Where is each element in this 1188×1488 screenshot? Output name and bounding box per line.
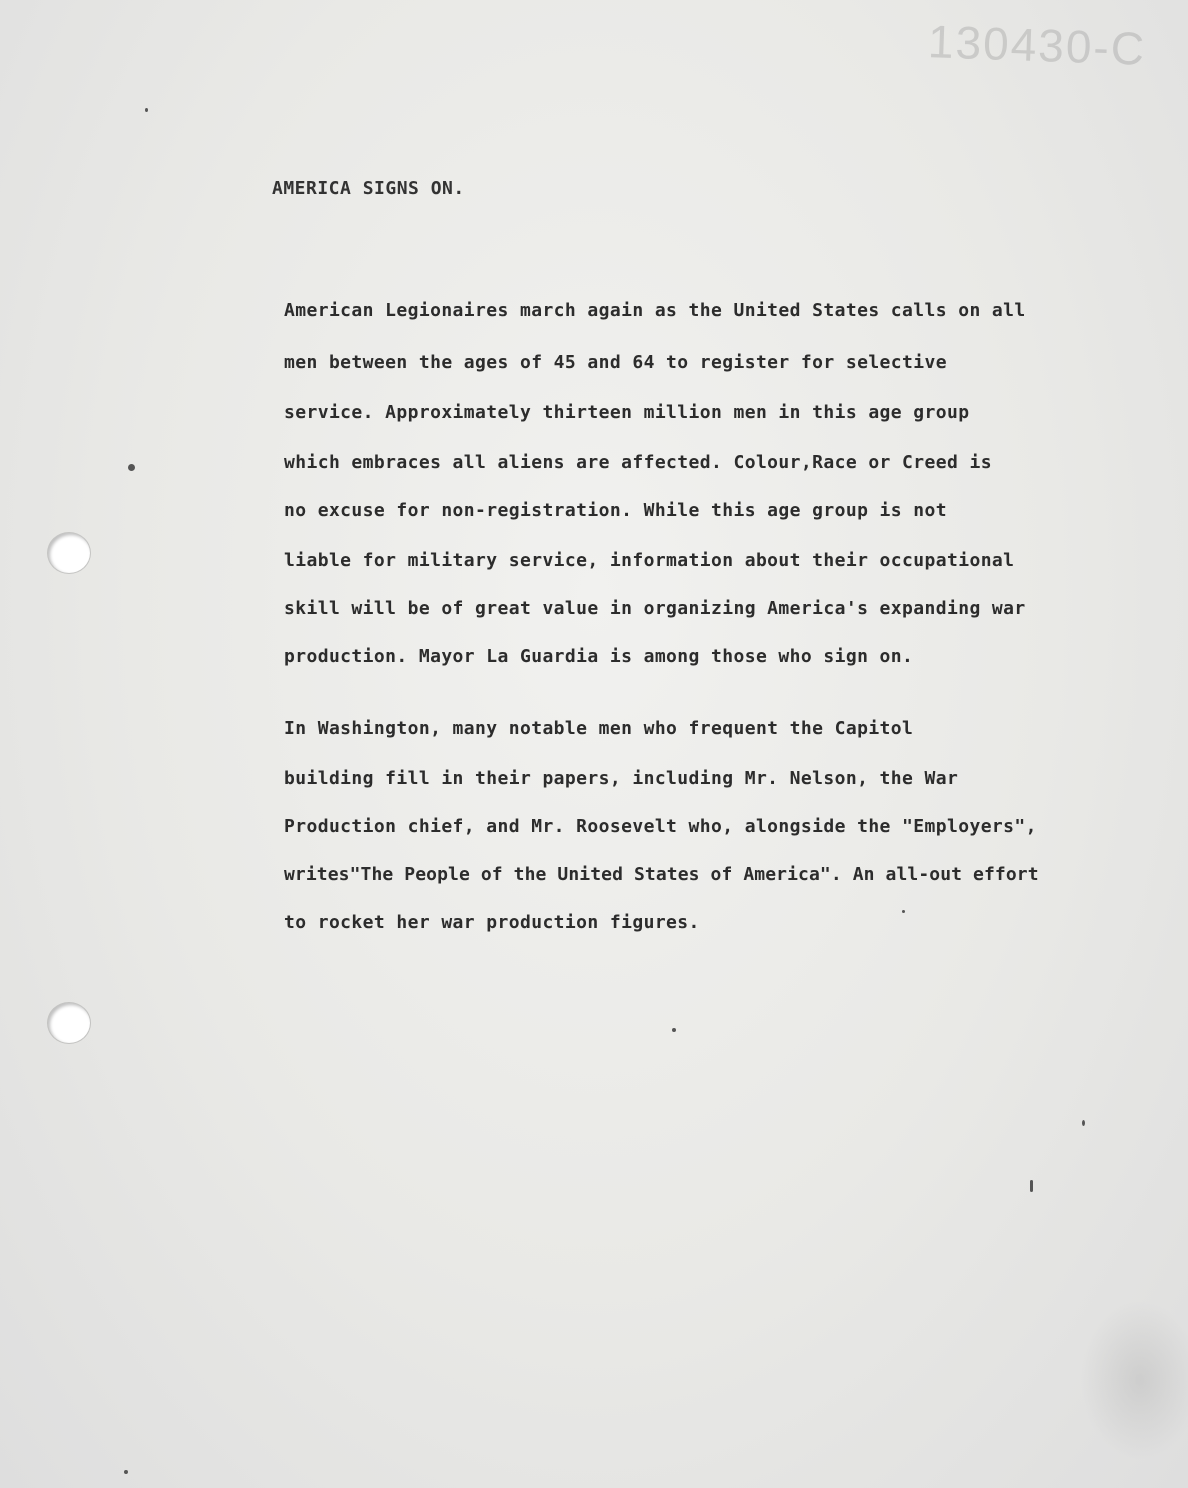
- paragraph-2-line-2: building fill in their papers, including Mr. Nelson, the War: [284, 768, 959, 789]
- document-title: AMERICA SIGNS ON.: [272, 178, 465, 199]
- punch-hole-top: [48, 533, 90, 573]
- paragraph-1-line-5: no excuse for non-registration. While this age group is not: [284, 500, 947, 521]
- paragraph-1-line-4: which embraces all aliens are affected. Colour,Race or Creed is: [284, 452, 992, 473]
- archive-stamp: 130430-C: [927, 15, 1147, 75]
- paragraph-1-line-7: skill will be of great value in organizing America's expanding war: [284, 598, 1026, 619]
- ink-speck: [672, 1028, 676, 1032]
- paragraph-1-line-6: liable for military service, information about their occupational: [284, 550, 1015, 571]
- ink-speck: [124, 1470, 128, 1474]
- paragraph-2-line-3: Production chief, and Mr. Roosevelt who, alongside the "Employers",: [284, 816, 1037, 837]
- ink-speck: [128, 464, 135, 471]
- ink-speck: [1030, 1180, 1033, 1192]
- ink-speck: [902, 910, 905, 913]
- paragraph-2-line-1: In Washington, many notable men who frequent the Capitol: [284, 718, 914, 739]
- ink-speck: [145, 108, 148, 112]
- ink-speck: [1082, 1120, 1085, 1126]
- fingerprint-smudge: [1080, 1300, 1188, 1460]
- paragraph-2-line-4: writes"The People of the United States of America". An all-out effort: [284, 864, 1039, 885]
- paragraph-1-line-2: men between the ages of 45 and 64 to register for selective: [284, 352, 947, 373]
- punch-hole-bottom: [48, 1003, 90, 1043]
- paragraph-1-line-1: American Legionaires march again as the United States calls on all: [284, 300, 1026, 321]
- paragraph-1-line-8: production. Mayor La Guardia is among those who sign on.: [284, 646, 914, 667]
- paragraph-1-line-3: service. Approximately thirteen million men in this age group: [284, 402, 970, 423]
- paragraph-2-line-5: to rocket her war production figures.: [284, 912, 700, 933]
